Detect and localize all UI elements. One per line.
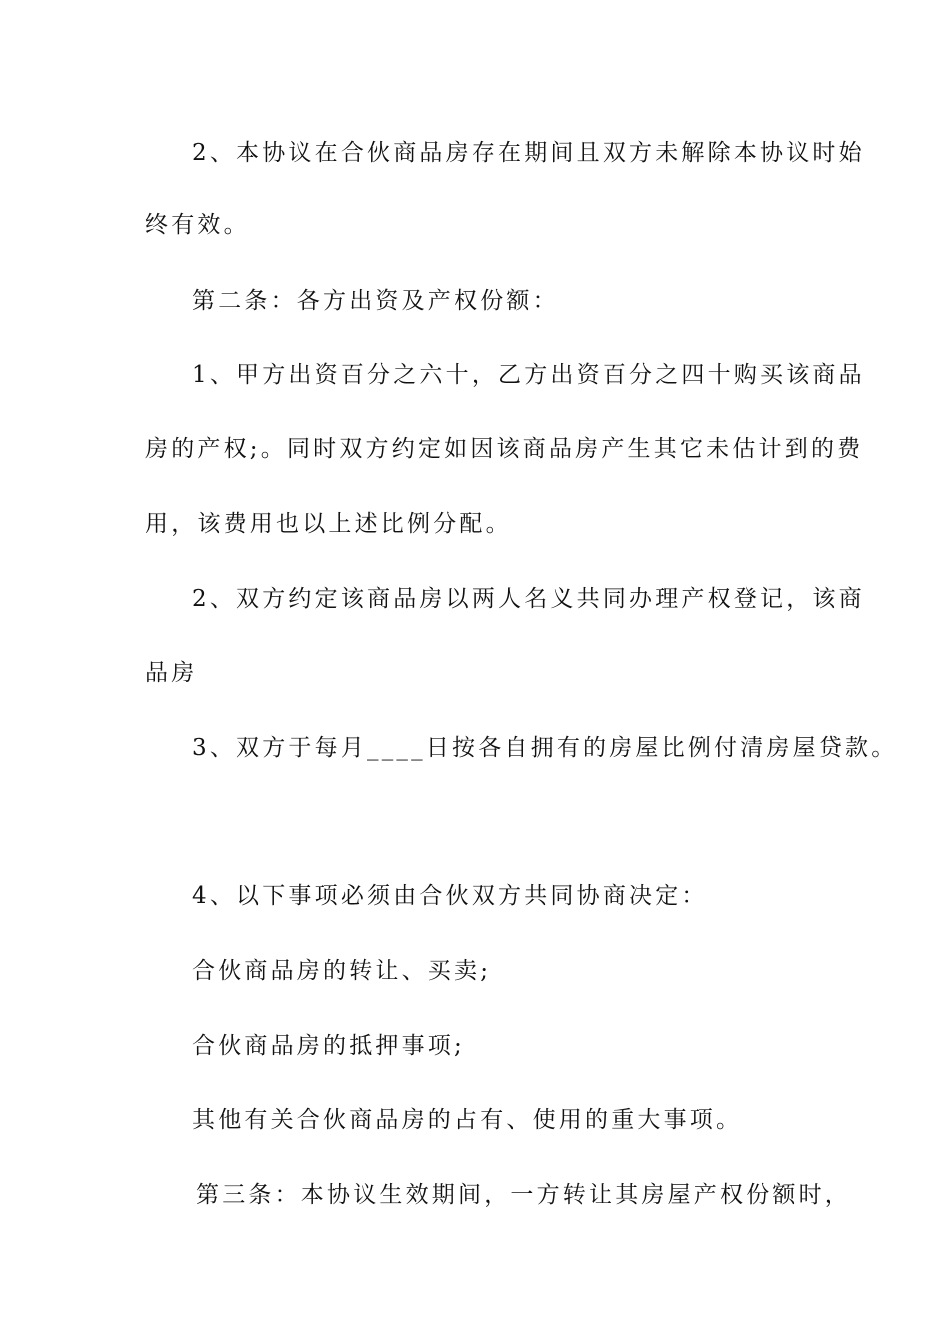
paragraph-line: 品房 [145, 660, 198, 686]
paragraph-line: 2、双方约定该商品房以两人名义共同办理产权登记，该商 [192, 586, 865, 612]
list-item: 其他有关合伙商品房的占有、使用的重大事项。 [192, 1107, 743, 1133]
paragraph-line: 用，该费用也以上述比例分配。 [145, 511, 512, 537]
paragraph-line: 2、本协议在合伙商品房存在期间且双方未解除本协议时始 [192, 140, 865, 166]
paragraph-line: 4、以下事项必须由合伙双方共同协商决定： [192, 883, 708, 909]
list-item: 合伙商品房的抵押事项; [192, 1033, 465, 1059]
paragraph-line: 3、双方于每月____日按各自拥有的房屋比例付清房屋贷款。 [192, 735, 898, 761]
section-heading-article-3: 第三条：本协议生效期间，一方转让其房屋产权份额时， [196, 1182, 851, 1208]
paragraph-line: 1、甲方出资百分之六十，乙方出资百分之四十购买该商品 [192, 362, 865, 388]
paragraph-line: 终有效。 [145, 212, 250, 238]
list-item: 合伙商品房的转让、买卖; [192, 958, 492, 984]
paragraph-line: 房的产权;。同时双方约定如因该商品房产生其它未估计到的费 [145, 436, 864, 462]
section-heading-article-2: 第二条：各方出资及产权份额： [192, 288, 559, 314]
